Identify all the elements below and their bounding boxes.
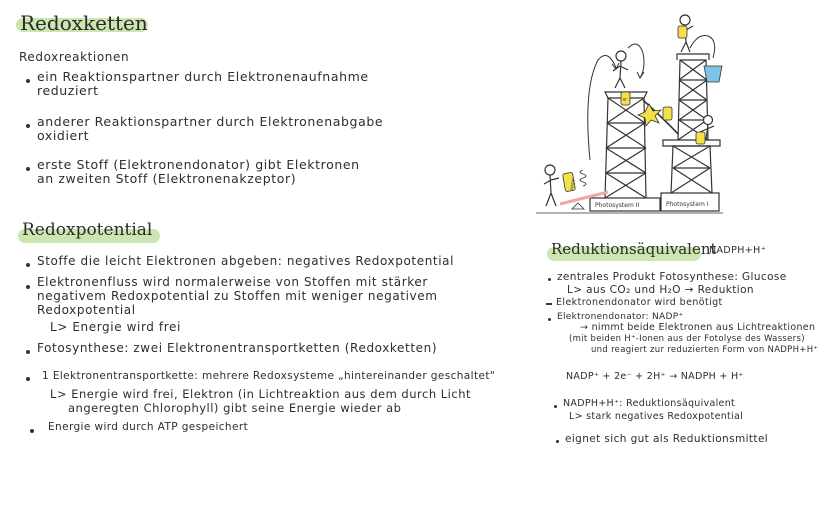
bucket-icon xyxy=(704,66,722,82)
reduktion-bullet-2-arrow-3: und reagiert zur reduzierten Form von NADPH+H⁺ xyxy=(591,345,819,355)
photosystem-illustration xyxy=(528,8,728,218)
section-title-reduktionsaequivalent: Reduktionsäquivalent xyxy=(551,240,717,258)
reduktion-bullet-2-arrow-1: → nimmt beide Elektronen aus Lichtreaktionen xyxy=(580,322,816,333)
reduktion-bullet-3: NADPH+H⁺: Reduktionsäquivalent xyxy=(563,398,736,409)
redoxpotential-bullet-2-arrow: L> Energie wird frei xyxy=(50,320,181,334)
redoxketten-bullet-1-line-1: ein Reaktionspartner durch Elektronenaufnahme xyxy=(37,69,369,84)
reduktion-dash-1: Elektronendonator wird benötigt xyxy=(556,297,723,308)
redoxpotential-bullet-4: 1 Elektronentransportkette: mehrere Redoxsysteme „hintereinander geschaltet" xyxy=(42,370,496,382)
redoxketten-bullet-3-line-2: an zweiten Stoff (Elektronenakzeptor) xyxy=(37,171,297,186)
reduktion-bullet-3-arrow: L> stark negatives Redoxpotential xyxy=(569,411,744,422)
electron-box-icon xyxy=(563,26,705,192)
label-photosystem-ii: Photosystem II xyxy=(595,202,640,209)
redoxpotential-bullet-5: Energie wird durch ATP gespeichert xyxy=(48,421,249,433)
bullet-dot xyxy=(548,278,551,281)
label-electron: e⁻ xyxy=(623,97,629,103)
redoxpotential-bullet-1: Stoffe die leicht Elektronen abgeben: negatives Redoxpotential xyxy=(37,254,455,268)
bullet-dot xyxy=(548,318,551,321)
bullet-dot xyxy=(554,405,557,408)
label-photosystem-i: Photosystem I xyxy=(666,201,709,208)
bullet-dot xyxy=(26,79,30,83)
subtitle-redoxreaktionen: Redoxreaktionen xyxy=(19,50,130,64)
bullet-dot xyxy=(26,167,30,171)
electron-lift-arrow xyxy=(690,36,715,59)
bullet-dot xyxy=(30,429,34,433)
redoxpotential-bullet-4-arrow-line-2: angeregten Chlorophyll) gibt seine Energie wieder ab xyxy=(68,401,402,415)
section-title-redoxpotential: Redoxpotential xyxy=(22,220,153,240)
reduktion-equation: NADP⁺ + 2e⁻ + 2H⁺ → NADPH + H⁺ xyxy=(566,371,744,382)
bullet-dot xyxy=(26,285,30,289)
section-title-suffix: NADPH+H⁺ xyxy=(709,245,767,256)
reduktion-bullet-1-arrow: L> aus CO₂ und H₂O → Reduktion xyxy=(567,284,754,296)
bullet-dot xyxy=(26,350,30,354)
redoxpotential-bullet-2-line-2: negativem Redoxpotential zu Stoffen mit weniger negativem xyxy=(37,289,438,303)
redoxketten-bullet-1-line-2: reduziert xyxy=(37,83,99,98)
bullet-dot xyxy=(556,440,559,443)
reduktion-bullet-2-arrow-2: (mit beiden H⁺-Ionen aus der Fotolyse des Wassers) xyxy=(569,334,805,344)
reduktion-bullet-1: zentrales Produkt Fotosynthese: Glucose xyxy=(557,271,787,283)
redoxpotential-bullet-4-arrow-line-1: L> Energie wird frei, Elektron (in Lichtreaktion aus dem durch Licht xyxy=(50,387,471,401)
reduktion-bullet-2: Elektronendonator: NADP⁺ xyxy=(557,312,684,322)
label-nadp-box: NADP xyxy=(569,178,576,191)
spring-icon xyxy=(580,170,586,186)
bullet-dot xyxy=(26,124,30,128)
bullet-dot xyxy=(26,377,30,381)
redoxketten-bullet-3-line-1: erste Stoff (Elektronendonator) gibt Elektronen xyxy=(37,157,360,172)
redoxpotential-bullet-2-line-3: Redoxpotential xyxy=(37,303,136,317)
redoxketten-bullet-2-line-1: anderer Reaktionspartner durch Elektronenabgabe xyxy=(37,114,384,129)
figure-on-ps2 xyxy=(613,51,628,88)
figure-ground-left xyxy=(544,165,559,206)
reduktion-bullet-4: eignet sich gut als Reduktionsmittel xyxy=(565,433,769,445)
redoxpotential-bullet-2-line-1: Elektronenfluss wird normalerweise von Stoffen mit stärker xyxy=(37,275,428,289)
bullet-dot xyxy=(26,263,30,267)
section-title-redoxketten: Redoxketten xyxy=(20,11,148,35)
excitation-arrow-right xyxy=(628,44,644,78)
dash-marker xyxy=(546,303,552,305)
redoxpotential-bullet-3: Fotosynthese: zwei Elektronentransportketten (Redoxketten) xyxy=(37,341,438,355)
redoxketten-bullet-2-line-2: oxidiert xyxy=(37,128,90,143)
